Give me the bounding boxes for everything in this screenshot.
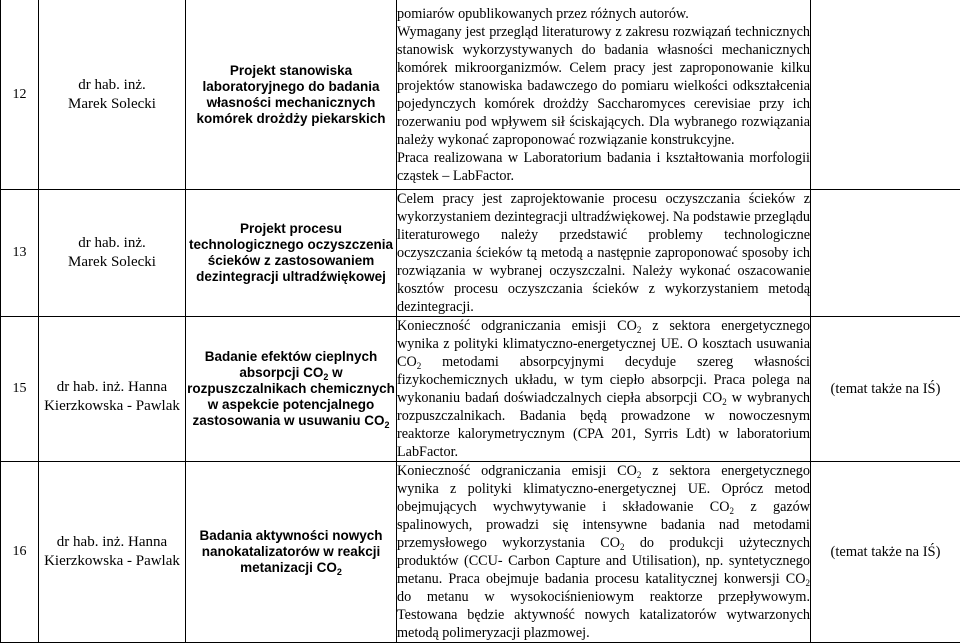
supervisor-name: dr hab. inż. Hanna Kierzkowska - Pawlak [39, 358, 185, 420]
row-number: 13 [1, 190, 39, 317]
topic-description [397, 190, 811, 317]
topic-title [186, 462, 397, 643]
subscript: 2 [385, 420, 390, 430]
topic-title [186, 317, 397, 462]
description-paragraph: pomiarów opublikowanych przez różnych autorów. [397, 5, 810, 23]
description-paragraph: Konieczność odgraniczania emisji $CO_2$ z sektora energetycznego wynika z polityki klimatyczno-energetycznej UE. Oprócz metod obejmujących wychwytywanie i składowanie $CO_2$ z gazów spalinowych, prowadzi się intensywne badania nad metodami przemysłowego wykorzystania $CO_2$ do produkcji użytecznych produktów (CCU- Carbon Capture and Utilisation), np. syntetycznego metanu. Praca obejmuje badania procesu katalitycznej konwersji $CO_2$ do metanu w wysokociśnieniowym reaktorze przepływowym. Testowana będzie aktywność nowych katalizatorów wytwarzonych metodą polimeryzacji plazmowej. [397, 462, 810, 642]
table-row [1, 462, 960, 643]
row-number: 16 [1, 462, 39, 643]
topic-title: Projekt procesu technologicznego oczyszczenia ścieków z zastosowaniem dezintegracji ultradźwiękowej [186, 190, 397, 317]
supervisor-cell [39, 0, 186, 190]
description-paragraph: Celem pracy jest zaprojektowanie procesu oczyszczania ścieków z wykorzystaniem dezintegracji ultradźwiękowej. Na podstawie przeglądu literaturowego należy przedstawić problemy technologiczne oczyszczania ścieków tą metodą a następnie zaproponować sposoby ich rozwiązania w wybranej oczyszczalni. Należy wykonać oszacowanie kosztów procesu oczyszczania ścieków z wykorzystaniem metodą dezintegracji. [397, 190, 810, 316]
description-paragraph: Konieczność odgraniczania emisji $CO_2$ z sektora energetycznego wynika z polityki klimatyczno-energetycznej UE. O kosztach usuwania $CO_2$ metodami absorpcyjnymi decyduje szereg własności fizykochemicznych układu, w tym ciepło absorpcji. Praca polega na wykonaniu badań doświadczalnych ciepła absorpcji $CO_2$ w wybranych rozpuszczalnikach. Badania będą prowadzone w nowoczesnym reaktorze kalorymetrycznym (CPA 201, Syrris Ldt) w laboratorium LabFactor. [397, 317, 810, 461]
topic-note: (temat także na IŚ) [811, 462, 960, 643]
supervisor-name: dr hab. inż. Marek Solecki [39, 234, 185, 272]
title-text: Badania aktywności nowych nanokatalizatorów w reakcji metanizacji CO [199, 528, 382, 575]
table-row [1, 190, 960, 317]
topic-note: (temat także na IŚ) [811, 317, 960, 462]
topic-description [397, 317, 811, 462]
topic-note [811, 0, 960, 190]
row-number: 12 [1, 0, 39, 190]
description-paragraph: Wymagany jest przegląd literaturowy z zakresu rozwiązań technicznych stanowisk wykorzystywanych do badania własności mechanicznych komórek mikroorganizmów. Celem pracy jest zaproponowanie kilku projektów stanowiska badawczego do pomiaru wielkości odkształcenia pojedynczych komórek drożdży Saccharomyces cerevisiae przy ich rozerwaniu pod wpływem sił ściskających. Dla wybranego rozwiązania należy wykonać zaproponować rozwiązanie konstrukcyjne. [397, 23, 810, 149]
topic-description [397, 462, 811, 643]
supervisor-cell [39, 462, 186, 643]
topic-title: Projekt stanowiska laboratoryjnego do badania własności mechanicznych komórek drożdży piekarskich [186, 0, 397, 190]
supervisor-name: dr hab. inż. Marek Solecki [39, 76, 185, 114]
subscript: 2 [323, 372, 328, 382]
subscript: 2 [337, 567, 342, 577]
description-paragraph: Praca realizowana w Laboratorium badania i kształtowania morfologii cząstek – LabFactor. [397, 149, 810, 185]
table-row [1, 0, 960, 190]
supervisor-name: dr hab. inż. Hanna Kierzkowska - Pawlak [39, 533, 185, 571]
supervisor-cell [39, 317, 186, 462]
row-number: 15 [1, 317, 39, 462]
title-text: w rozpuszczalnikach chemicznych w aspekcie potencjalnego zastosowania w usuwaniu CO [187, 365, 395, 428]
title-text: Badanie efektów cieplnych absorpcji CO [205, 349, 378, 380]
supervisor-cell [39, 190, 186, 317]
table-row [1, 317, 960, 462]
topic-description [397, 0, 811, 190]
topic-note [811, 190, 960, 317]
